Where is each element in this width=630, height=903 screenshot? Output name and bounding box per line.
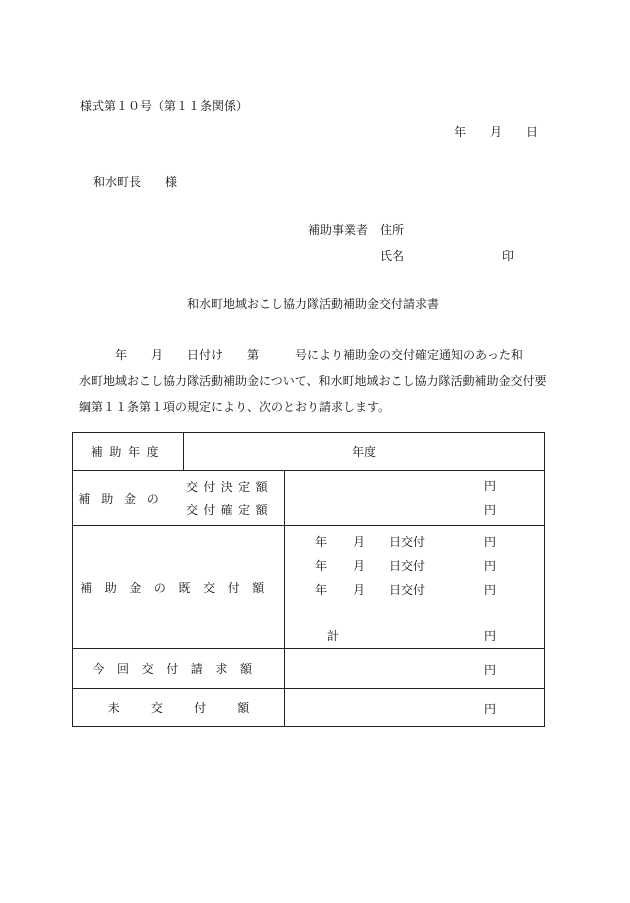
date-line xyxy=(454,123,538,140)
form-number: 様式第１０号（第１１条関係） xyxy=(80,99,249,113)
paid-total-unit: 円 xyxy=(483,629,496,643)
date-day: 日 xyxy=(526,125,539,139)
document-title: 和水町地域おこし協力隊活動補助金交付請求書 xyxy=(187,297,440,311)
name-label: 氏名 xyxy=(380,249,405,263)
body-line-3: 綱第１１条第１項の規定により、次のとおり請求します。 xyxy=(79,400,391,414)
row-paid-amount xyxy=(73,526,545,649)
paid-entry-2: 年 月 日交付 円 xyxy=(315,559,496,573)
row-remaining xyxy=(73,689,545,727)
paid-entry-3: 年 月 日交付 円 xyxy=(315,583,496,597)
paid-amount-values xyxy=(285,526,545,649)
row-subsidy-amount xyxy=(73,471,545,526)
seal-mark: 印 xyxy=(502,249,515,263)
date-month: 月 xyxy=(490,125,503,139)
addressee: 和水町長 様 xyxy=(93,175,178,189)
applicant-address-line xyxy=(308,221,404,238)
row-subsidy-year xyxy=(73,433,545,471)
paid-entry-1: 年 月 日交付 円 xyxy=(315,535,496,549)
confirmed-amount-label: 交付確定額 xyxy=(185,503,273,517)
subsidy-amount-label: 補助金の xyxy=(78,491,170,506)
decision-amount-label: 交付決定額 xyxy=(185,480,273,494)
row-current-request xyxy=(73,649,545,689)
confirmed-amount-unit: 円 xyxy=(483,503,496,517)
paid-total-label: 計 xyxy=(327,629,340,643)
body-text xyxy=(79,342,549,420)
subsidy-year-label: 補助年度 xyxy=(73,433,184,471)
business-label: 補助事業者 xyxy=(308,223,369,237)
paid-amount-label: 補助金の既交付額 xyxy=(73,526,285,649)
decision-amount-unit: 円 xyxy=(483,479,496,493)
remaining-value: 円 xyxy=(285,689,545,727)
address-label: 住所 xyxy=(380,223,405,237)
subsidy-year-value: 年度 xyxy=(184,433,545,471)
request-table xyxy=(72,432,545,727)
current-request-value: 円 xyxy=(285,649,545,689)
date-year: 年 xyxy=(454,125,467,139)
paid-total xyxy=(285,624,544,648)
body-line-1: 年 月 日付け 第 号により補助金の交付確定通知のあった和 xyxy=(79,348,523,362)
body-line-2: 水町地域おこし協力隊活動補助金について、和水町地域おこし協力隊活動補助金交付要 xyxy=(79,374,547,388)
remaining-label: 未交付額 xyxy=(73,689,285,727)
subsidy-amount-values xyxy=(285,471,545,526)
current-request-label: 今回交付請求額 xyxy=(73,649,285,689)
